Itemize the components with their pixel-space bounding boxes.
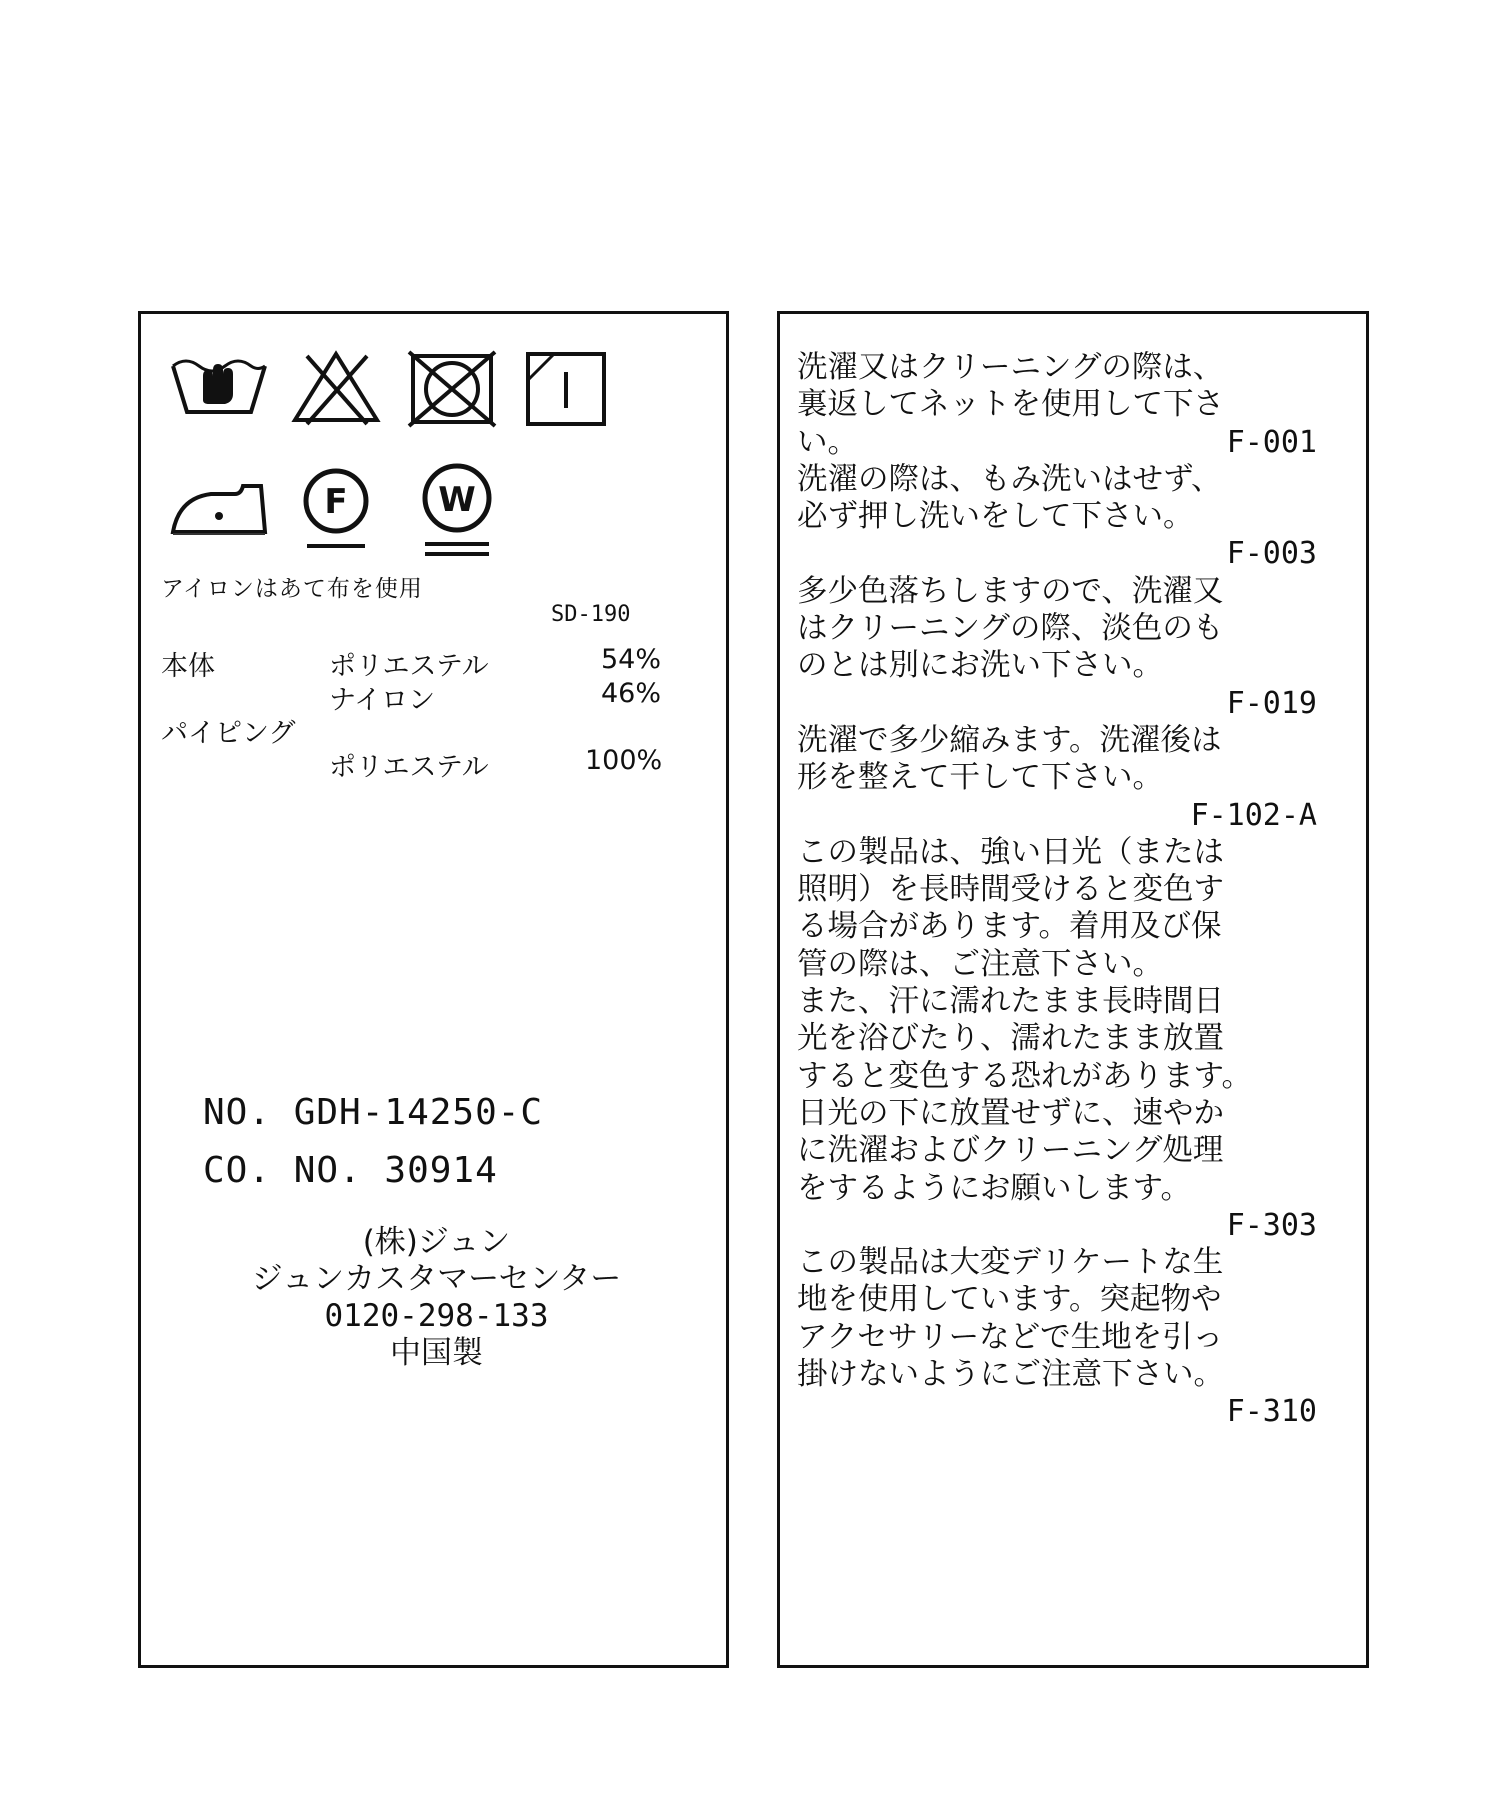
notice-code: F-310	[1226, 1394, 1317, 1430]
svg-text:W: W	[438, 480, 476, 520]
care-label-left	[138, 311, 729, 1668]
body-label: 本体	[161, 651, 215, 682]
notice-line: 洗濯の際は、もみ洗いはせず、	[797, 461, 1222, 497]
material-percent: 100%	[585, 745, 663, 776]
notice-line: 掛けないようにご注意下さい。	[797, 1357, 1224, 1393]
iron-low-icon	[169, 474, 271, 538]
notice-line: 地を使用しています。突起物や	[797, 1282, 1222, 1318]
company-info	[141, 1224, 732, 1372]
notice-line: 洗濯又はクリーニングの際は、	[797, 350, 1224, 385]
phone-number: 0120-298-133	[324, 1298, 549, 1334]
care-notice	[797, 349, 1317, 461]
notice-code: F-003	[1226, 536, 1317, 572]
notice-line: 光を浴びたり、濡れたまま放置	[797, 1021, 1224, 1057]
care-notice	[797, 722, 1317, 834]
product-number: NO. GDH-14250-C	[203, 1092, 544, 1133]
svg-text:F: F	[324, 482, 348, 522]
co-number: CO. NO. 30914	[203, 1150, 498, 1191]
piping-label: パイピング	[161, 718, 296, 749]
notice-line: また、汗に濡れたまま長時間日	[797, 984, 1224, 1020]
material-name: ナイロン	[329, 685, 436, 716]
notice-line: 多少色落ちしますので、洗濯又	[797, 573, 1224, 609]
care-notice	[797, 1244, 1317, 1430]
material-name: ポリエステル	[329, 752, 489, 783]
care-label-right	[777, 311, 1369, 1668]
notice-code: F-303	[1226, 1207, 1317, 1243]
notice-line: 必ず押し洗いをして下さい。	[797, 499, 1194, 535]
hand-wash-icon	[169, 350, 269, 420]
care-notice	[797, 834, 1317, 1244]
ironing-note: アイロンはあて布を使用	[161, 576, 423, 602]
notice-line: この製品は、強い日光（または	[797, 834, 1224, 870]
style-code: SD-190	[551, 602, 631, 627]
notice-line: 管の際は、ご注意下さい。	[797, 946, 1163, 982]
notice-line: 形を整えて干して下さい。	[797, 760, 1163, 796]
notice-line: はクリーニングの際、淡色のも	[797, 611, 1224, 647]
notice-code: F-102-A	[1190, 797, 1317, 833]
country-of-origin: 中国製	[390, 1335, 483, 1371]
material-name: ポリエステル	[329, 651, 489, 682]
line-dry-shade-icon	[524, 350, 609, 428]
material-percent: 54%	[601, 644, 662, 675]
notice-line: い。	[797, 424, 858, 460]
notice-line: 裏返してネットを使用して下さ	[797, 387, 1224, 423]
dry-clean-f-icon	[299, 464, 373, 554]
notice-line: のとは別にお洗い下さい。	[797, 648, 1163, 684]
notice-code: F-019	[1226, 685, 1317, 721]
care-notice	[797, 573, 1317, 722]
notice-line: に洗濯およびクリーニング処理	[797, 1133, 1224, 1169]
notice-line: アクセサリーなどで生地を引っ	[797, 1319, 1224, 1355]
customer-center: ジュンカスタマーセンター	[251, 1261, 622, 1297]
no-bleach-icon	[289, 348, 384, 428]
no-tumble-dry-icon	[407, 350, 497, 428]
notice-line: る場合があります。着用及び保	[797, 909, 1222, 945]
material-percent: 46%	[601, 678, 662, 709]
care-notices	[797, 349, 1317, 1431]
notice-line: 日光の下に放置せずに、速やか	[797, 1095, 1224, 1131]
notice-code: F-001	[1226, 424, 1317, 460]
notice-line: をするようにお願いします。	[797, 1170, 1192, 1206]
notice-line: この製品は大変デリケートな生	[797, 1245, 1224, 1281]
notice-line: 照明）を長時間受けると変色す	[797, 872, 1224, 908]
notice-line: すると変色する恐れがあります。	[797, 1058, 1253, 1094]
notice-line: 洗濯で多少縮みます。洗濯後は	[797, 722, 1222, 758]
care-notice	[797, 461, 1317, 573]
company-name: (株)ジュン	[362, 1224, 511, 1260]
wet-clean-w-icon	[417, 460, 497, 558]
